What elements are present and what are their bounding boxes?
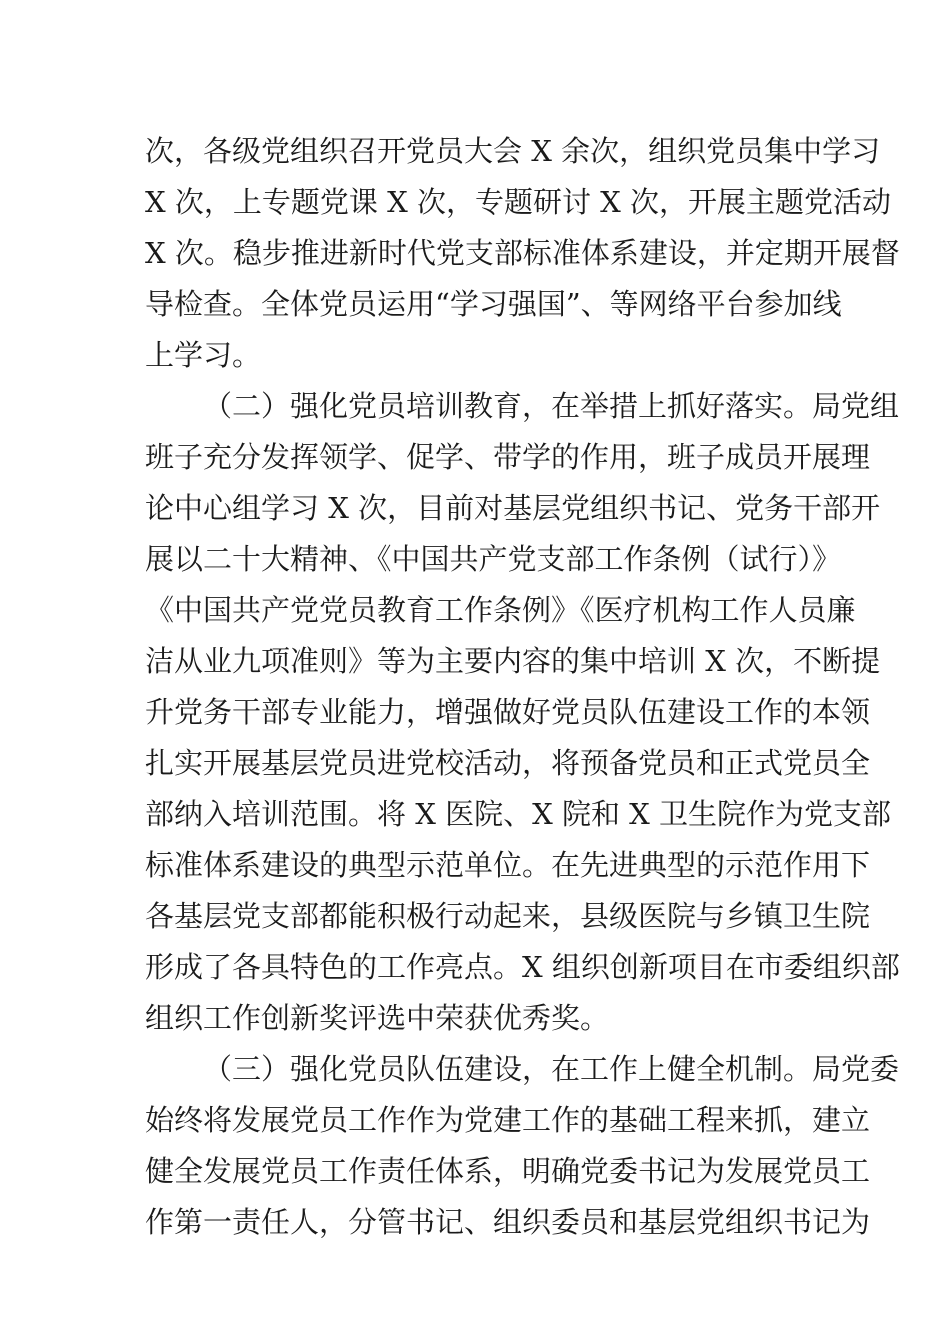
- paragraph-3: [145, 1044, 900, 1248]
- text-line: 升党务干部专业能力，增强做好党员队伍建设工作的本领: [145, 695, 871, 729]
- paragraph-1: [145, 126, 900, 381]
- text-line: 形成了各具特色的工作亮点。X 组织创新项目在市委组织部: [145, 950, 900, 984]
- text-line: 上学习。: [145, 338, 262, 372]
- text-line: X 次，上专题党课 X 次，专题研讨 X 次，开展主题党活动: [145, 185, 892, 219]
- text-line: 洁从业九项准则》等为主要内容的集中培训 X 次，不断提: [145, 644, 881, 678]
- text-line: 论中心组学习 X 次，目前对基层党组织书记、党务干部开: [145, 491, 881, 525]
- text-line: 《中国共产党党员教育工作条例》《医疗机构工作人员廉: [145, 593, 856, 627]
- text-line: 标准体系建设的典型示范单位。在先进典型的示范作用下: [145, 848, 871, 882]
- text-line: X 次。稳步推进新时代党支部标准体系建设，并定期开展督: [145, 236, 900, 270]
- text-line: 健全发展党员工作责任体系，明确党委书记为发展党员工: [145, 1154, 871, 1188]
- text-line: 作第一责任人，分管书记、组织委员和基层党组织书记为: [145, 1205, 871, 1239]
- text-line: 组织工作创新奖评选中荣获优秀奖。: [145, 1001, 610, 1035]
- text-line: 扎实开展基层党员进党校活动，将预备党员和正式党员全: [145, 746, 871, 780]
- text-line: 次，各级党组织召开党员大会 X 余次，组织党员集中学习: [145, 134, 881, 168]
- text-line: 班子充分发挥领学、促学、带学的作用，班子成员开展理: [145, 440, 871, 474]
- text-line: 导检查。全体党员运用“学习强国”、等网络平台参加线: [145, 287, 842, 321]
- text-line: 展以二十大精神、《中国共产党支部工作条例（试行）》: [145, 542, 842, 576]
- text-line: 各基层党支部都能积极行动起来，县级医院与乡镇卫生院: [145, 899, 871, 933]
- document-body: [145, 126, 900, 1248]
- text-line: 始终将发展党员工作作为党建工作的基础工程来抓，建立: [145, 1103, 871, 1137]
- text-line: 部纳入培训范围。将 X 医院、X 院和 X 卫生院作为党支部: [145, 797, 892, 831]
- paragraph-heading-line: （三）强化党员队伍建设，在工作上健全机制。局党委: [203, 1052, 900, 1086]
- paragraph-2: [145, 381, 900, 1044]
- paragraph-heading-line: （二）强化党员培训教育，在举措上抓好落实。局党组: [203, 389, 900, 423]
